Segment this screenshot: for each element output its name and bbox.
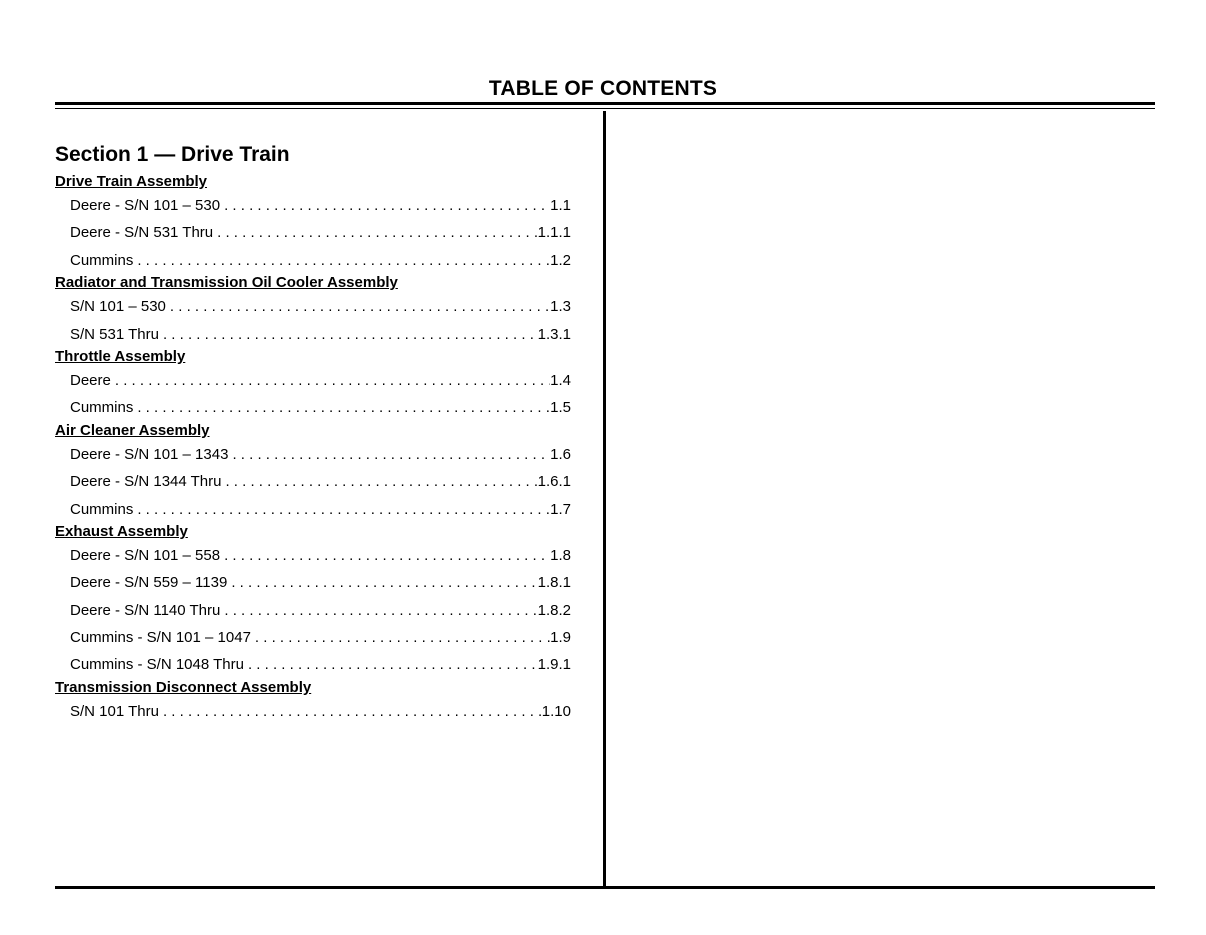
entry-page-number: 1.6.1	[537, 473, 571, 491]
entry-page-number: 1.1	[550, 197, 571, 214]
entry-page-number: 1.1.1	[537, 224, 571, 242]
entry-page-number: 1.5	[550, 399, 571, 417]
toc-entry[interactable]	[55, 468, 571, 495]
toc-group-radiator	[55, 274, 571, 348]
dot-leader	[111, 367, 550, 394]
group-heading: Exhaust Assembly	[55, 522, 188, 540]
dot-leader	[220, 597, 537, 624]
toc-entry[interactable]	[55, 192, 571, 219]
group-heading: Drive Train Assembly	[55, 173, 208, 190]
toc-list	[55, 173, 571, 725]
column-divider	[603, 111, 606, 888]
dot-leader	[221, 468, 537, 495]
entry-label: Deere - S/N 531 Thru	[70, 224, 214, 242]
toc-entry[interactable]	[55, 496, 571, 523]
entry-page-number: 1.8	[550, 546, 571, 564]
entry-label: S/N 101 – 530	[70, 298, 166, 316]
toc-entry[interactable]	[55, 651, 571, 678]
entry-page-number: 1.3.1	[537, 325, 571, 343]
group-heading: Radiator and Transmission Oil Cooler Assembly	[55, 274, 398, 292]
entry-page-number: 1.8.2	[537, 601, 571, 619]
entry-page-number: 1.10	[541, 702, 571, 720]
entry-label: Cummins	[70, 399, 134, 417]
dot-leader	[251, 624, 550, 651]
group-heading: Throttle Assembly	[55, 347, 186, 365]
entry-label: Deere - S/N 101 – 1343	[70, 445, 229, 463]
dot-leader	[244, 651, 538, 678]
entry-label: Deere	[70, 371, 111, 389]
dot-leader	[220, 192, 550, 219]
toc-group-transmission-disconnect	[55, 679, 571, 725]
dot-leader	[159, 321, 538, 348]
toc-entry[interactable]	[55, 542, 571, 569]
dot-leader	[166, 293, 550, 320]
document-title: TABLE OF CONTENTS	[488, 77, 718, 100]
entry-label: Cummins	[70, 500, 134, 518]
dot-leader	[133, 247, 550, 274]
entry-page-number: 1.9	[550, 629, 571, 647]
footer-rule	[55, 886, 1155, 889]
toc-entry[interactable]	[55, 367, 571, 394]
toc-group-air-cleaner	[55, 422, 571, 523]
dot-leader	[228, 441, 550, 468]
entry-page-number: 1.6	[550, 445, 571, 463]
entry-page-number: 1.4	[550, 371, 571, 389]
section-title: Section 1 — Drive Train	[55, 143, 290, 166]
toc-entry[interactable]	[55, 698, 571, 725]
dot-leader	[133, 496, 550, 523]
toc-entry[interactable]	[55, 247, 571, 274]
entry-page-number: 1.2	[550, 251, 571, 269]
entry-page-number: 1.7	[550, 500, 571, 518]
header-rule-thin	[55, 108, 1155, 109]
toc-entry[interactable]	[55, 624, 571, 651]
toc-group-drive-train	[55, 173, 571, 274]
entry-label: Cummins	[70, 251, 134, 269]
toc-entry[interactable]	[55, 321, 571, 348]
toc-entry[interactable]	[55, 441, 571, 468]
dot-leader	[159, 698, 542, 725]
entry-label: Deere - S/N 101 – 558	[70, 546, 221, 564]
entry-label: Deere - S/N 559 – 1139	[70, 574, 228, 592]
dot-leader	[220, 542, 550, 569]
dot-leader	[133, 394, 550, 421]
dot-leader	[227, 569, 537, 596]
entry-label: S/N 101 Thru	[70, 702, 159, 720]
entry-label: Deere - S/N 1344 Thru	[70, 473, 222, 491]
entry-label: Deere - S/N 101 – 530	[70, 197, 221, 214]
toc-entry[interactable]	[55, 293, 571, 320]
entry-label: Cummins - S/N 101 – 1047	[70, 629, 251, 647]
toc-entry[interactable]	[55, 219, 571, 246]
entry-label: Cummins - S/N 1048 Thru	[70, 656, 244, 674]
dot-leader	[213, 219, 538, 246]
entry-page-number: 1.3	[550, 298, 571, 316]
entry-label: S/N 531 Thru	[70, 325, 159, 343]
toc-entry[interactable]	[55, 597, 571, 624]
header-rule-thick	[55, 102, 1155, 105]
toc-group-throttle	[55, 348, 571, 422]
entry-label: Deere - S/N 1140 Thru	[70, 601, 221, 619]
toc-group-exhaust	[55, 523, 571, 679]
group-heading: Transmission Disconnect Assembly	[55, 678, 312, 696]
entry-page-number: 1.8.1	[537, 574, 571, 592]
toc-entry[interactable]	[55, 394, 571, 421]
entry-page-number: 1.9.1	[537, 656, 571, 674]
group-heading: Air Cleaner Assembly	[55, 421, 210, 439]
toc-entry[interactable]	[55, 569, 571, 596]
